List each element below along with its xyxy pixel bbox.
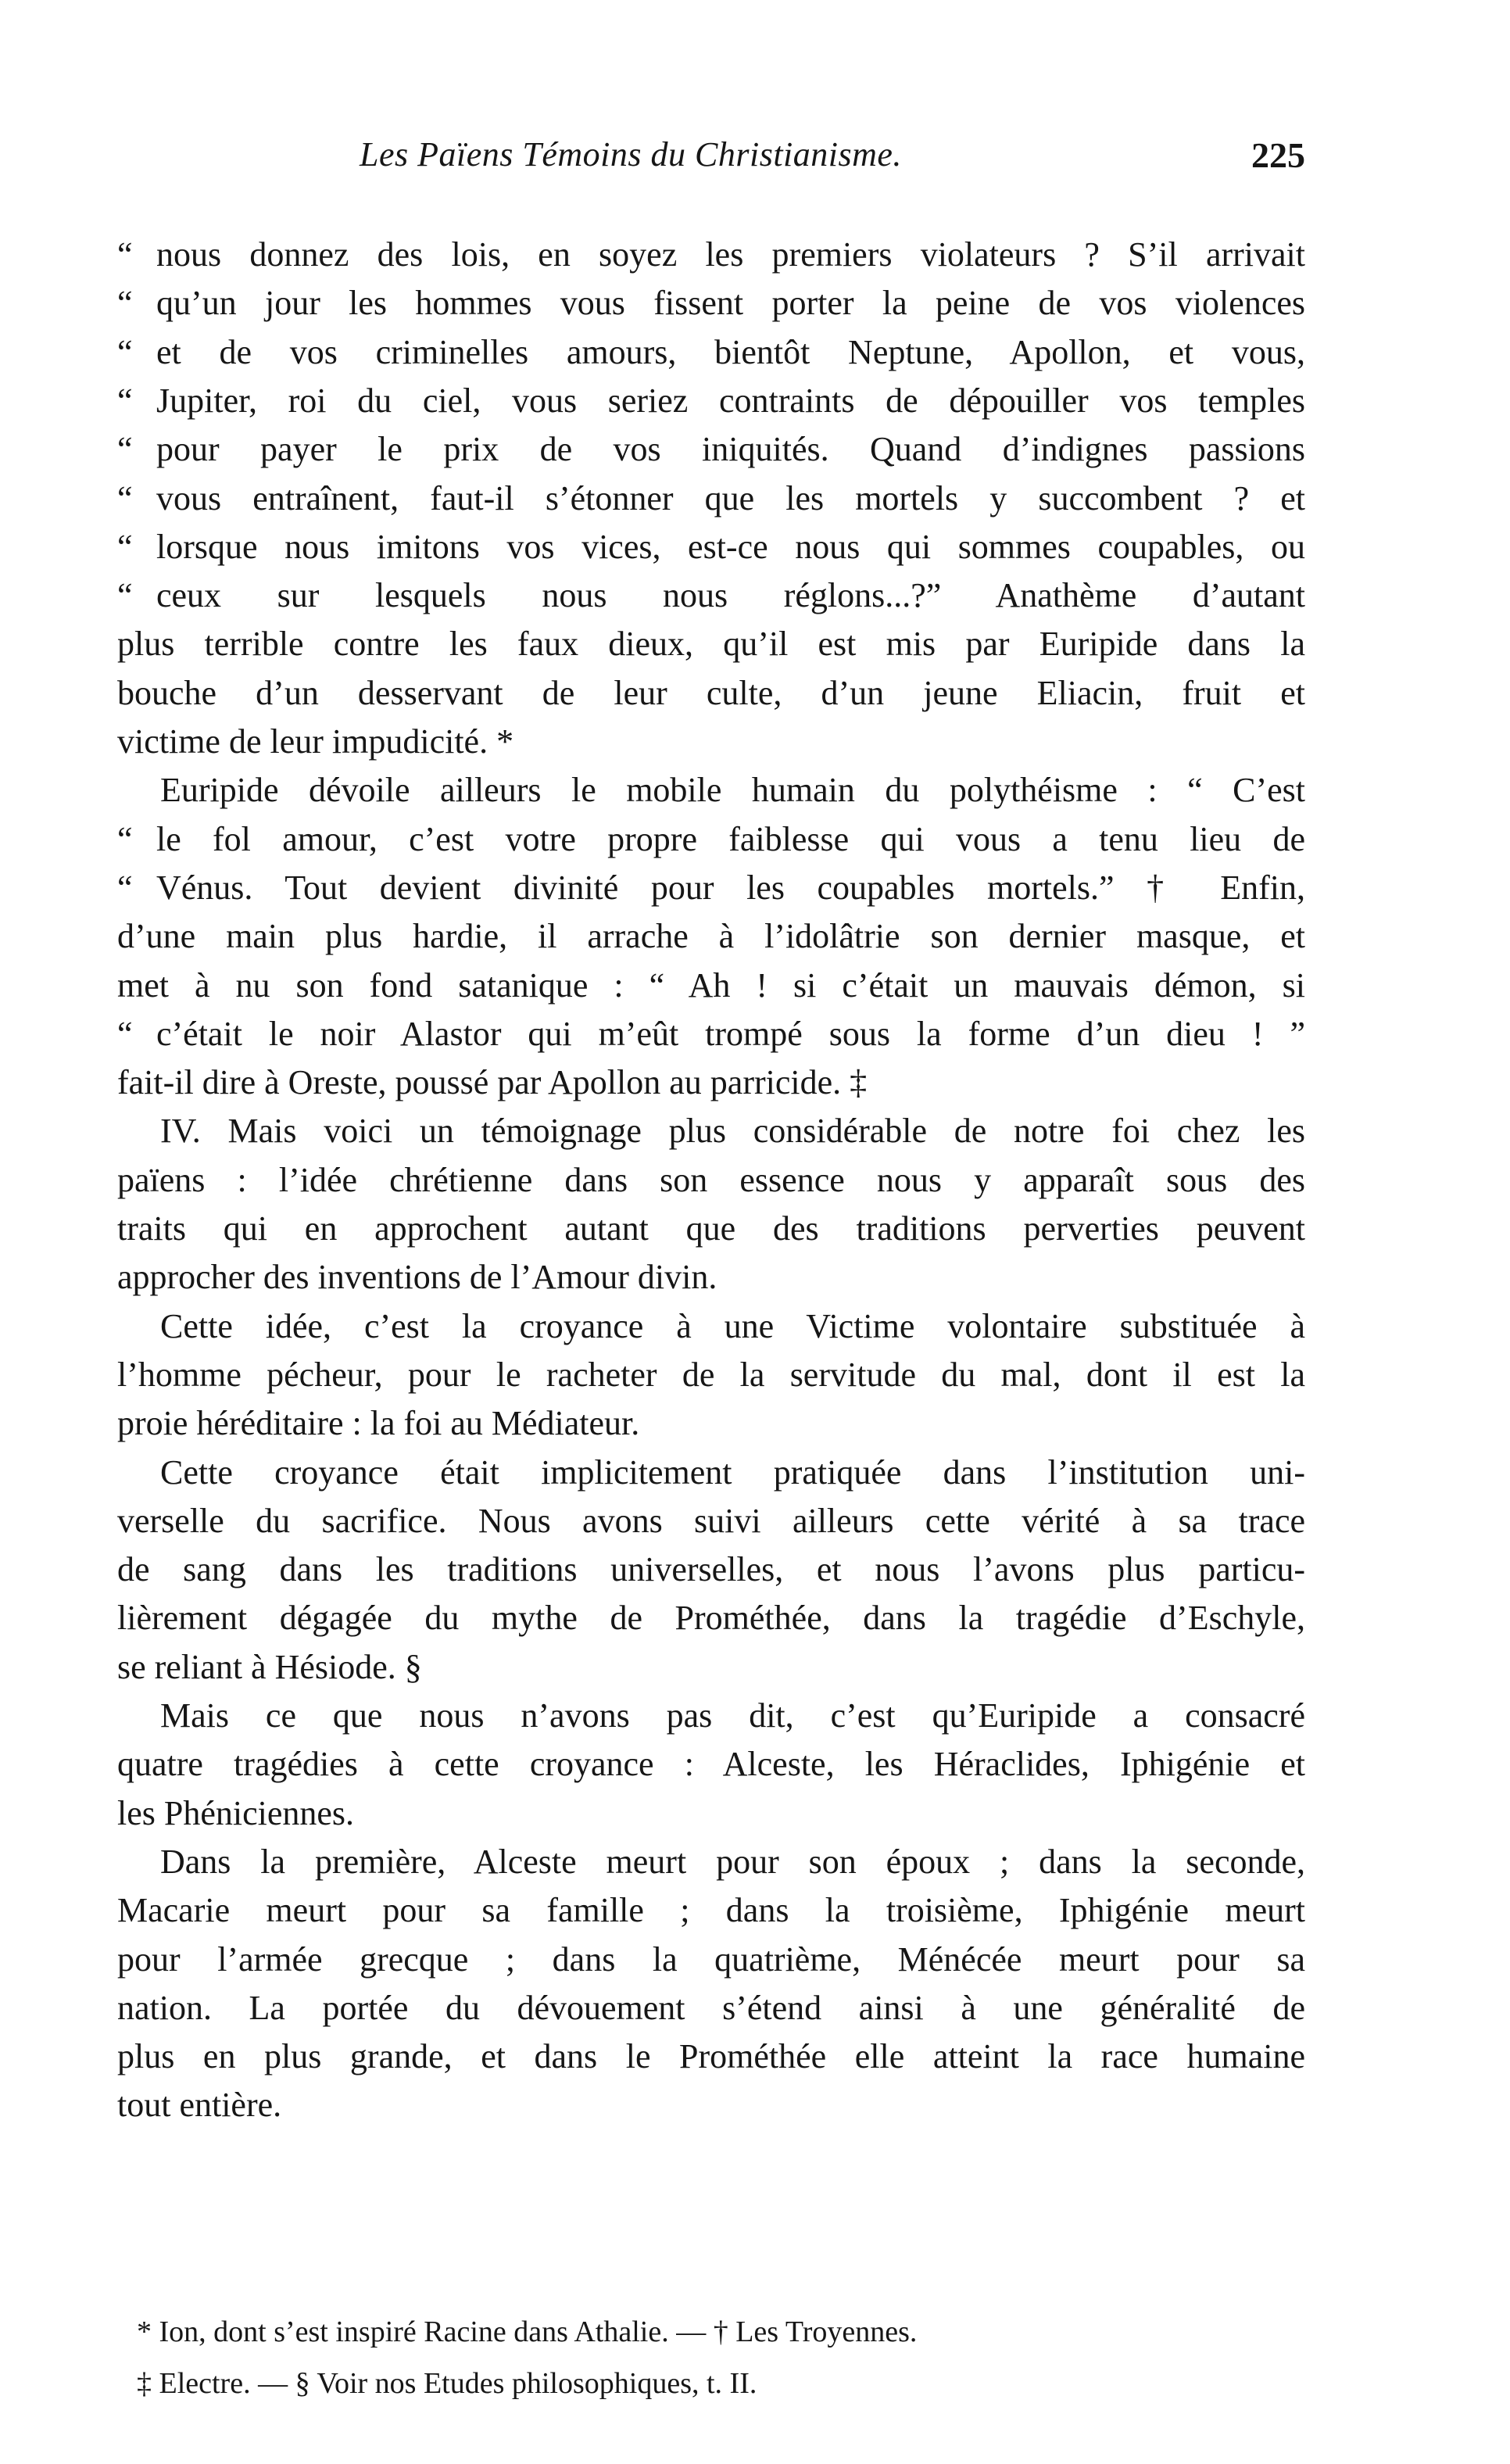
text-line: qu’un jour les hommes vous fissent porter la peine de vos violences (156, 284, 1305, 322)
text-line: proie héréditaire : la foi au Médiateur. (117, 1404, 640, 1442)
text-line: lorsque nous imitons vos vices, est-ce nous qui sommes coupables, ou (156, 528, 1305, 566)
text-line: vous entraînent, faut-il s’étonner que les mortels y succombent ? et (156, 479, 1305, 518)
text-line: fait-il dire à Oreste, poussé par Apollon au parricide. ‡ (117, 1063, 868, 1101)
page-number: 225 (1251, 135, 1305, 175)
text-line: païens : l’idée chrétienne dans son essence nous y apparaît sous des (117, 1161, 1305, 1199)
text-line: pour payer le prix de vos iniquités. Quand d’indignes passions (156, 430, 1305, 468)
text-line: se reliant à Hésiode. § (117, 1648, 422, 1686)
quote-mark: “ (117, 235, 133, 274)
quote-mark: “ (117, 381, 133, 420)
quote-mark: “ (117, 528, 133, 566)
text-line: les Phéniciennes. (117, 1794, 355, 1832)
text-line: IV. Mais voici un témoignage plus considérable de notre foi chez les (160, 1112, 1305, 1150)
text-line: et de vos criminelles amours, bientôt Neptune, Apollon, et vous, (156, 333, 1305, 371)
text-line: verselle du sacrifice. Nous avons suivi ailleurs cette vérité à sa trace (117, 1502, 1305, 1540)
text-line: Cette idée, c’est la croyance à une Victime volontaire substituée à (160, 1307, 1305, 1345)
quote-mark: “ (117, 576, 133, 614)
text-line: Dans la première, Alceste meurt pour son époux ; dans la seconde, (160, 1843, 1305, 1881)
text-line: tout entière. (117, 2086, 282, 2124)
text-line: lièrement dégagée du mythe de Prométhée, dans la tragédie d’Eschyle, (117, 1599, 1305, 1637)
quote-mark: “ (117, 430, 133, 468)
footnote-line: * Ion, dont s’est inspiré Racine dans Athalie. — † Les Troyennes. (137, 2315, 918, 2348)
text-line: quatre tragédies à cette croyance : Alceste, les Héraclides, Iphigénie et (117, 1745, 1305, 1783)
text-line: de sang dans les traditions universelles, et nous l’avons plus particu- (117, 1550, 1305, 1588)
page-header (117, 134, 1305, 189)
text-line: c’était le noir Alastor qui m’eût trompé sous la forme d’un dieu ! ” (156, 1015, 1305, 1053)
text-line: plus terrible contre les faux dieux, qu’il est mis par Euripide dans la (117, 625, 1305, 663)
quote-mark: “ (117, 284, 133, 322)
text-line: met à nu son fond satanique : “ Ah ! si c’était un mauvais démon, si (117, 966, 1305, 1005)
text-line: Jupiter, roi du ciel, vous seriez contraints de dépouiller vos temples (156, 381, 1305, 420)
text-line: pour l’armée grecque ; dans la quatrième, Ménécée meurt pour sa (117, 1940, 1305, 1979)
text-line: nous donnez des lois, en soyez les premiers violateurs ? S’il arrivait (156, 235, 1305, 274)
text-line: Mais ce que nous n’avons pas dit, c’est qu’Euripide a consacré (160, 1696, 1305, 1735)
text-line: Cette croyance était implicitement pratiquée dans l’institution uni- (160, 1453, 1305, 1492)
text-line: traits qui en approchent autant que des traditions perverties peuvent (117, 1209, 1305, 1248)
footnote-line: ‡ Electre. — § Voir nos Etudes philosophiques, t. II. (137, 2367, 757, 2400)
text-line: ceux sur lesquels nous nous réglons...?” Anathème d’autant (156, 576, 1305, 614)
text-line: Macarie meurt pour sa famille ; dans la troisième, Iphigénie meurt (117, 1891, 1305, 1929)
text-line: victime de leur impudicité. * (117, 722, 514, 761)
text-line: d’une main plus hardie, il arrache à l’idolâtrie son dernier masque, et (117, 917, 1305, 955)
quote-mark: “ (117, 333, 133, 371)
quote-mark: “ (117, 1015, 133, 1053)
text-line: approcher des inventions de l’Amour divin. (117, 1258, 717, 1296)
quote-mark: “ (117, 479, 133, 518)
text-line: plus en plus grande, et dans le Prométhée elle atteint la race humaine (117, 2037, 1305, 2075)
running-title: Les Païens Témoins du Christianisme. (360, 135, 902, 174)
text-line: l’homme pécheur, pour le racheter de la servitude du mal, dont il est la (117, 1356, 1305, 1394)
quote-mark: “ (117, 820, 133, 858)
text-line: Vénus. Tout devient divinité pour les coupables mortels.” † Enfin, (156, 868, 1305, 907)
text-line: bouche d’un desservant de leur culte, d’un jeune Eliacin, fruit et (117, 674, 1305, 712)
text-line: le fol amour, c’est votre propre faiblesse qui vous a tenu lieu de (156, 820, 1305, 858)
text-line: Euripide dévoile ailleurs le mobile humain du polythéisme : “ C’est (160, 771, 1305, 809)
text-line: nation. La portée du dévouement s’étend ainsi à une généralité de (117, 1989, 1305, 2027)
quote-mark: “ (117, 868, 133, 907)
